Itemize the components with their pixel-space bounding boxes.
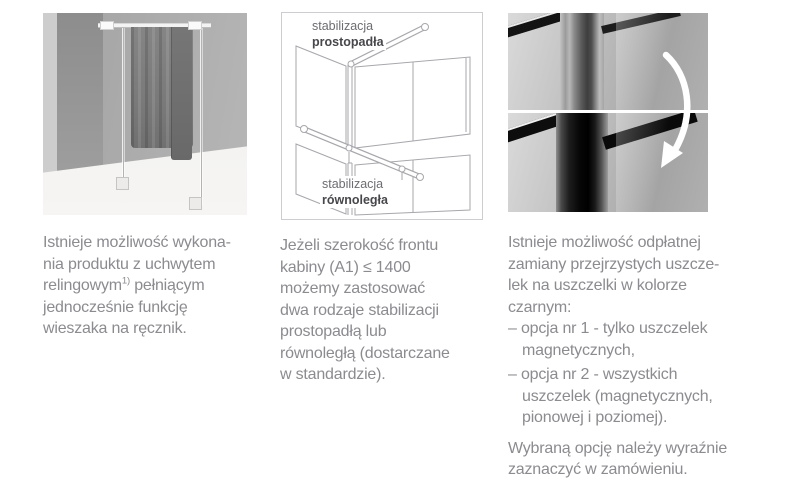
text-line: w standardzie).	[280, 366, 386, 383]
text-segment: relingowym	[43, 277, 122, 294]
glass-reflection	[616, 113, 708, 212]
text-line: Wybraną opcję należy wyraźnie	[508, 439, 728, 457]
seal-photos	[508, 13, 708, 212]
text-line: wieszaka na ręcznik.	[43, 320, 187, 337]
towel-fold	[171, 27, 192, 160]
rail-bracket-left	[100, 21, 114, 30]
glass-foot-left	[116, 177, 129, 190]
stabilization-diagram	[281, 12, 483, 220]
glass-panel-edge-right	[200, 27, 203, 205]
list-line: pionowej i poziomej).	[522, 409, 668, 426]
text-line: zamiany przejrzystych uszcze-	[508, 255, 720, 273]
label-line: stabilizacja	[322, 177, 384, 191]
glass-reflection	[616, 13, 708, 110]
col2-paragraph	[280, 235, 490, 386]
label-stabilizacja-rownolegla	[320, 176, 390, 208]
label-line-bold: równoległa	[322, 193, 388, 207]
text-line: Jeżeli szerokość frontu	[280, 237, 439, 254]
text-line: kabiny (A1) ≤ 1400	[280, 258, 411, 276]
col3-paragraph	[508, 232, 768, 481]
black-seal-photo	[508, 113, 708, 212]
rail-bracket-right	[188, 21, 202, 30]
text-line: prostopadłą lub	[280, 323, 387, 340]
label-line: stabilizacja	[312, 19, 374, 33]
text-line: dwa rodzaje stabilizacji	[280, 301, 439, 319]
col3-footer-paragraph	[508, 438, 768, 481]
glass-panel-edge-left	[122, 27, 125, 179]
text-line: możemy zastosować	[280, 280, 426, 297]
text-line: lek na uszczelki w kolorze	[508, 277, 687, 294]
text-line: zaznaczyć w zamówieniu.	[508, 461, 688, 478]
list-line: – opcja nr 2 - wszystkich	[508, 366, 678, 383]
glass-foot-right	[189, 197, 202, 210]
text-line: Istnieje możliwość wykona-	[43, 234, 231, 251]
list-line: magnetycznych,	[522, 341, 635, 359]
clear-seal-photo	[508, 13, 708, 110]
text-segment: pełniącym	[129, 277, 205, 294]
list-line: uszczelek (magnetycznych,	[522, 387, 713, 405]
text-line: czarnym:	[508, 298, 572, 316]
text-line: jednocześnie funkcję	[43, 298, 188, 316]
label-line-bold: prostopadła	[312, 35, 384, 49]
text-line: nia produktu z uchwytem	[43, 255, 216, 273]
text-line: równoległą (dostarczane	[280, 344, 450, 362]
text-line-with-footnote	[43, 275, 258, 297]
black-gasket-profile	[556, 113, 608, 212]
text-line: Istnieje możliwość odpłatnej	[508, 234, 701, 251]
clear-gasket-profile	[560, 13, 604, 110]
shower-enclosure-photo	[43, 13, 247, 215]
list-line: – opcja nr 1 - tylko uszczelek	[508, 320, 708, 337]
col1-paragraph	[43, 232, 258, 340]
footnote-marker: 1)	[121, 275, 130, 287]
label-stabilizacja-prostopadla	[310, 18, 386, 50]
